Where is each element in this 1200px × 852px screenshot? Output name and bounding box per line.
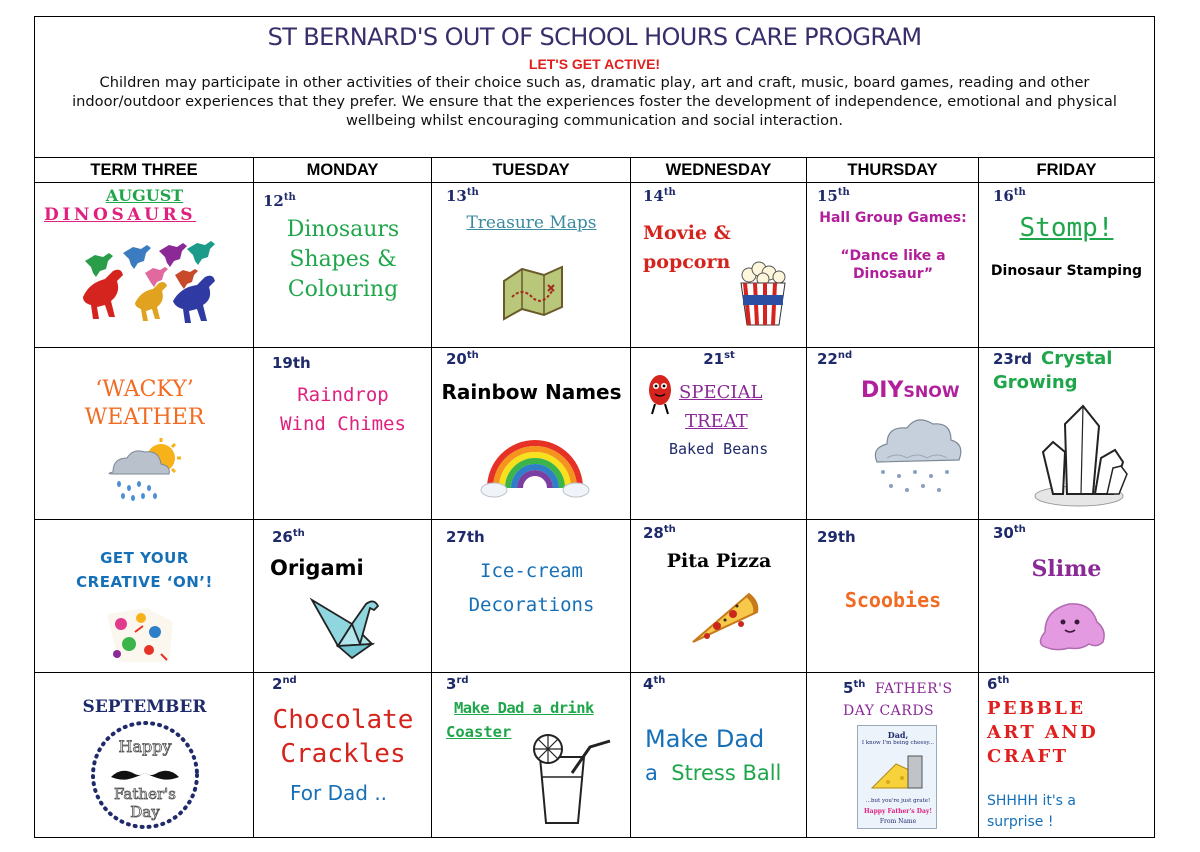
- theme-text: GET YOUR CREATIVE ‘ON’!: [76, 549, 213, 591]
- card-line4: Happy Father's Day!: [864, 808, 932, 815]
- date-label: 6th: [987, 675, 1010, 693]
- activity-text: Dinosaurs Shapes & Colouring: [286, 217, 400, 302]
- activity-text: Make Dad: [645, 725, 765, 753]
- table-row: [35, 520, 1154, 673]
- date-label: 15th: [817, 187, 850, 205]
- activity-text: Ice-cream Decorations: [468, 560, 595, 616]
- theme-cell: [35, 520, 254, 672]
- theme-line1: AUGUST: [105, 186, 184, 205]
- activity-title: Stomp!: [1019, 213, 1114, 243]
- activity-text: Dinosaur Stamping: [990, 263, 1143, 279]
- treasure-map-icon: [500, 263, 566, 323]
- bean-icon: [645, 372, 675, 418]
- activity-text: Rainbow Names: [441, 380, 622, 404]
- table-row: [35, 348, 1154, 520]
- date-label: 23rd: [993, 350, 1033, 368]
- rainbow-icon: [480, 428, 590, 498]
- table-row: [35, 673, 1154, 837]
- date-label: 4th: [643, 675, 666, 693]
- activity-text: Slime: [1031, 556, 1102, 582]
- day-cell-tuesday: [432, 348, 631, 519]
- day-cell-tuesday: [432, 183, 631, 347]
- dinosaurs-icon: [75, 231, 225, 341]
- table-header-row: [35, 158, 1154, 183]
- day-cell-friday: [979, 673, 1154, 837]
- date-label: 28th: [643, 524, 676, 542]
- date-label: 29th: [817, 528, 856, 546]
- day-cell-thursday: [807, 520, 979, 672]
- activity-text: Treasure Maps: [466, 213, 597, 233]
- intro-paragraph: Children may participate in other activities of their choice such as, dramatic play, art and craft, music, board games, reading and other indoor/outdoor experiences that they prefer. We ensure that the experiences foster the development of independence, emotional and physical wellbeing whilst encouraging communication and social interaction.: [72, 74, 1117, 129]
- date-label: 19th: [272, 354, 311, 372]
- activity-text: Raindrop Wind Chimes: [280, 384, 406, 435]
- date-label: 3rd: [446, 675, 469, 693]
- day-cell-monday: [254, 183, 432, 347]
- column-header-term: TERM THREE: [35, 158, 254, 182]
- header: [35, 17, 1154, 158]
- day-cell-thursday: [807, 183, 979, 347]
- activity-text: Movie & popcorn: [643, 222, 731, 273]
- day-cell-thursday: [807, 673, 979, 837]
- day-cell-friday: [979, 183, 1154, 347]
- activity-text: Baked Beans: [669, 440, 769, 458]
- slime-icon: [1035, 594, 1109, 656]
- date-label: 5th: [843, 679, 866, 697]
- activity-text: Make Dad a drink: [454, 699, 594, 717]
- column-header-monday: MONDAY: [254, 158, 432, 182]
- activity-text: Pita Pizza: [666, 550, 772, 572]
- card-line2: I know I'm being cheesy...: [861, 740, 935, 746]
- card-line1: Dad,: [887, 730, 909, 740]
- fathers-day-badge-icon: [89, 719, 201, 831]
- column-header-tuesday: TUESDAY: [432, 158, 631, 182]
- day-cell-wednesday: [631, 183, 807, 347]
- theme-text: SEPTEMBER: [82, 697, 207, 717]
- day-cell-friday: [979, 520, 1154, 672]
- program-sheet: [34, 16, 1155, 838]
- activity-text-2: DAY CARDS: [843, 703, 935, 719]
- weather-icon: [103, 436, 187, 502]
- theme-line2: DINOSAURS: [44, 205, 197, 225]
- snow-cloud-icon: [869, 410, 965, 502]
- activity-text: Chocolate Crackles: [272, 705, 414, 769]
- column-header-wednesday: WEDNESDAY: [631, 158, 807, 182]
- activity-subtext: For Dad ..: [290, 781, 388, 805]
- activity-title: SPECIAL TREAT: [679, 382, 763, 432]
- day-cell-thursday: [807, 348, 979, 519]
- theme-cell: [35, 348, 254, 519]
- date-label: 26th: [272, 528, 305, 546]
- activity-text-2: a Stress Ball: [645, 761, 782, 785]
- paint-splash-icon: [101, 604, 177, 666]
- date-label: 2nd: [272, 675, 297, 693]
- column-header-friday: FRIDAY: [1036, 161, 1097, 179]
- day-cell-monday: [254, 673, 432, 837]
- date-label: 22nd: [817, 350, 853, 368]
- day-cell-tuesday: [432, 520, 631, 672]
- date-label: 21st: [703, 350, 735, 368]
- activity-text: Scoobies: [844, 588, 942, 612]
- crystal-icon: [1023, 402, 1133, 510]
- day-cell-monday: [254, 520, 432, 672]
- activity-text-2: Growing: [993, 372, 1078, 393]
- card-line3: ...but you're just grate!: [865, 798, 931, 804]
- day-cell-wednesday: [631, 673, 807, 837]
- day-cell-wednesday: [631, 520, 807, 672]
- theme-cell: [35, 673, 254, 837]
- popcorn-icon: [735, 261, 791, 327]
- date-label: 20th: [446, 350, 479, 368]
- page-subtitle: LET'S GET ACTIVE!: [528, 56, 661, 72]
- drink-glass-icon: [512, 727, 612, 827]
- cheese-card-icon: [857, 725, 937, 829]
- badge-fathers: Father's: [114, 785, 176, 803]
- theme-text: ‘WACKY’ WEATHER: [84, 377, 205, 430]
- day-cell-friday: [979, 348, 1154, 519]
- schedule-table: [35, 158, 1154, 837]
- date-label: 12th: [263, 192, 296, 210]
- card-line5: From Name: [879, 818, 917, 825]
- date-label: 16th: [993, 187, 1026, 205]
- date-label: 27th: [446, 528, 485, 546]
- day-cell-wednesday: [631, 348, 807, 519]
- activity-subtext: SHHHH it's a surprise !: [987, 793, 1076, 830]
- theme-cell: [35, 183, 254, 347]
- activity-text: PEBBLE ART AND CRAFT: [987, 698, 1099, 767]
- page-title: ST BERNARD'S OUT OF SCHOOL HOURS CARE PROGRAM: [267, 23, 922, 51]
- day-cell-tuesday: [432, 673, 631, 837]
- badge-happy: Happy: [118, 737, 172, 756]
- table-row: [35, 183, 1154, 348]
- pizza-slice-icon: [687, 584, 763, 650]
- activity-text: “Dance like a Dinosaur”: [840, 248, 946, 282]
- badge-day: Day: [130, 803, 160, 821]
- activity-text: Crystal: [1041, 348, 1113, 369]
- activity-text: Origami: [270, 556, 364, 580]
- origami-crane-icon: [304, 592, 388, 666]
- activity-text: DIYSNOW: [861, 378, 960, 403]
- column-header-thursday: THURSDAY: [807, 158, 979, 182]
- date-label: 14th: [643, 187, 676, 205]
- date-label: 13th: [446, 187, 479, 205]
- activity-title: Hall Group Games:: [819, 210, 967, 226]
- day-cell-monday: [254, 348, 432, 519]
- activity-text-2: Coaster: [446, 723, 512, 741]
- date-label: 30th: [993, 524, 1026, 542]
- activity-text: FATHER'S: [875, 681, 953, 697]
